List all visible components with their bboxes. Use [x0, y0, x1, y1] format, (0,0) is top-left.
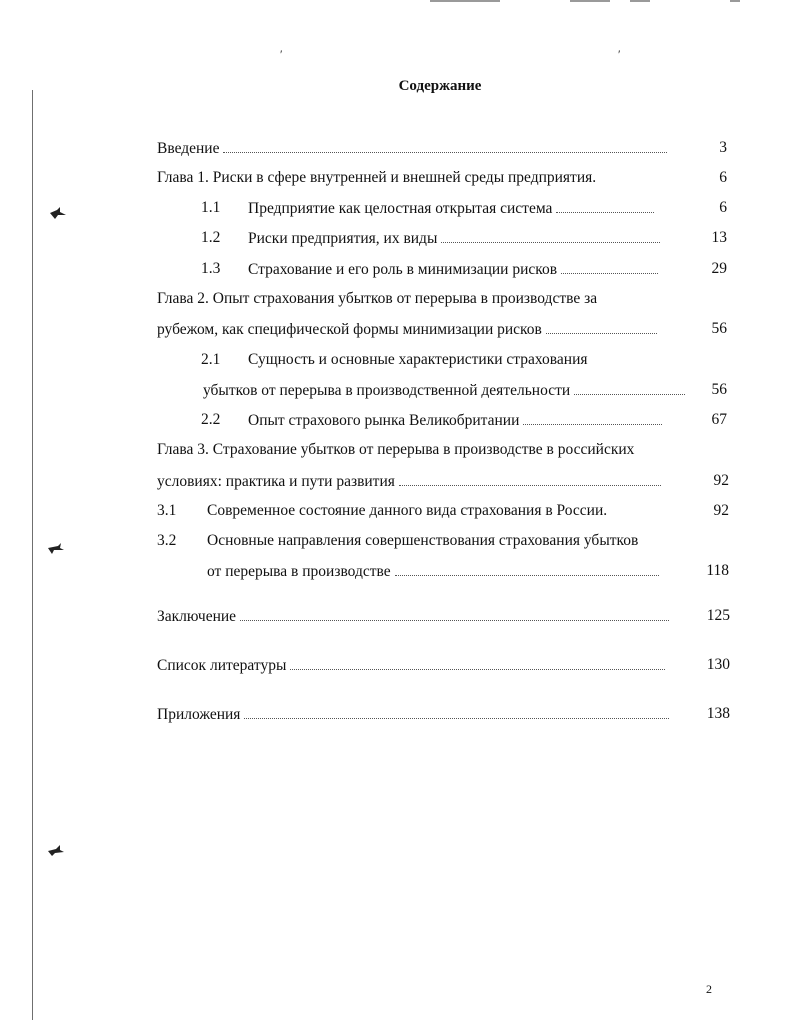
toc-chapter-2-line1: Глава 2. Опыт страхования убытков от перерыва в производстве за	[157, 290, 598, 307]
toc-entry-page: 56	[711, 381, 727, 398]
page-title: Содержание	[398, 78, 482, 94]
toc-entry-label: Список литературы	[157, 657, 287, 674]
toc-entry-1-3	[248, 259, 662, 280]
toc-entry-label: от перерыва в производстве	[207, 563, 391, 580]
toc-entry-label: условиях: практика и пути развития	[157, 473, 395, 490]
toc-entry-label: Опыт страхового рынка Великобритании	[248, 412, 520, 429]
toc-entry-label: Страхование и его роль в минимизации рисков	[248, 261, 558, 278]
toc-entry-page: 3	[719, 139, 727, 156]
toc-leader-dots	[290, 655, 665, 670]
toc-section-number: 2.1	[201, 351, 221, 368]
toc-entry-3-2	[207, 561, 663, 582]
toc-entry-intro	[157, 138, 671, 159]
toc-entry-page: 29	[711, 260, 727, 277]
margin-mark-icon	[46, 542, 66, 556]
toc-section-number: 2.2	[201, 411, 221, 428]
toc-entry-label: убытков от перерыва в производственной деятельности	[203, 382, 571, 399]
margin-mark-icon	[46, 843, 66, 857]
toc-entry-conclusion	[157, 606, 673, 627]
toc-leader-dots	[441, 228, 660, 243]
scan-speck: ′	[618, 47, 621, 61]
toc-entry-page: 92	[713, 472, 729, 489]
toc-entry-page: 125	[706, 607, 730, 624]
toc-entry-label: рубежом, как специфической формы минимизации рисков	[157, 321, 542, 338]
margin-mark-icon	[48, 206, 68, 220]
scan-speck: ′	[280, 47, 283, 61]
toc-entry-page: 13	[711, 229, 727, 246]
toc-section-2-1-line1: Сущность и основные характеристики страхования	[248, 351, 588, 368]
toc-leader-dots	[546, 319, 657, 334]
top-scan-marks	[430, 0, 750, 4]
toc-entry-literature	[157, 655, 669, 676]
toc-entry-page: 130	[706, 656, 730, 673]
toc-section-number: 1.3	[201, 260, 221, 277]
toc-entry-label: Предприятие как целостная открытая система	[248, 200, 553, 217]
toc-leader-dots	[240, 606, 669, 621]
toc-section-number: 3.2	[157, 532, 177, 549]
toc-entry-page: 138	[706, 705, 730, 722]
toc-entry-appendix	[157, 704, 673, 725]
toc-chapter-1-label: Глава 1. Риски в сфере внутренней и внешней среды предприятия.	[157, 169, 597, 186]
toc-entry-page: 92	[713, 502, 729, 519]
toc-entry-label: Приложения	[157, 706, 241, 723]
toc-entry-3-1-label: Современное состояние данного вида страхования в России.	[207, 502, 608, 519]
toc-entry-label: Введение	[157, 140, 220, 157]
toc-leader-dots	[395, 561, 659, 576]
toc-entry-page: 67	[711, 411, 727, 428]
binding-edge-line	[32, 90, 33, 1020]
toc-entry-page: 56	[711, 320, 727, 337]
toc-entry-2-1	[203, 380, 689, 401]
toc-entry-label: Риски предприятия, их виды	[248, 230, 438, 247]
toc-entry-page: 6	[719, 199, 727, 216]
toc-leader-dots	[223, 138, 667, 153]
toc-leader-dots	[523, 410, 662, 425]
toc-section-3-2-line1: Основные направления совершенствования страхования убытков	[207, 532, 639, 549]
toc-section-number: 3.1	[157, 502, 177, 519]
toc-section-number: 1.1	[201, 199, 221, 216]
toc-entry-1-1	[248, 198, 658, 219]
toc-leader-dots	[556, 198, 654, 213]
toc-entry-1-2	[248, 228, 664, 249]
toc-leader-dots	[561, 259, 658, 274]
toc-leader-dots	[244, 704, 669, 719]
toc-entry-label: Заключение	[157, 608, 237, 625]
page-number: 2	[706, 982, 712, 996]
toc-entry-chapter-2	[157, 319, 661, 340]
toc-entry-2-2	[248, 410, 666, 431]
toc-entry-page: 118	[706, 562, 729, 579]
toc-chapter-3-line1: Глава 3. Страхование убытков от перерыва в производстве в российских	[157, 441, 635, 458]
toc-entry-page: 6	[719, 169, 727, 186]
toc-entry-chapter-3	[157, 471, 665, 492]
toc-leader-dots	[399, 471, 661, 486]
toc-section-number: 1.2	[201, 229, 221, 246]
